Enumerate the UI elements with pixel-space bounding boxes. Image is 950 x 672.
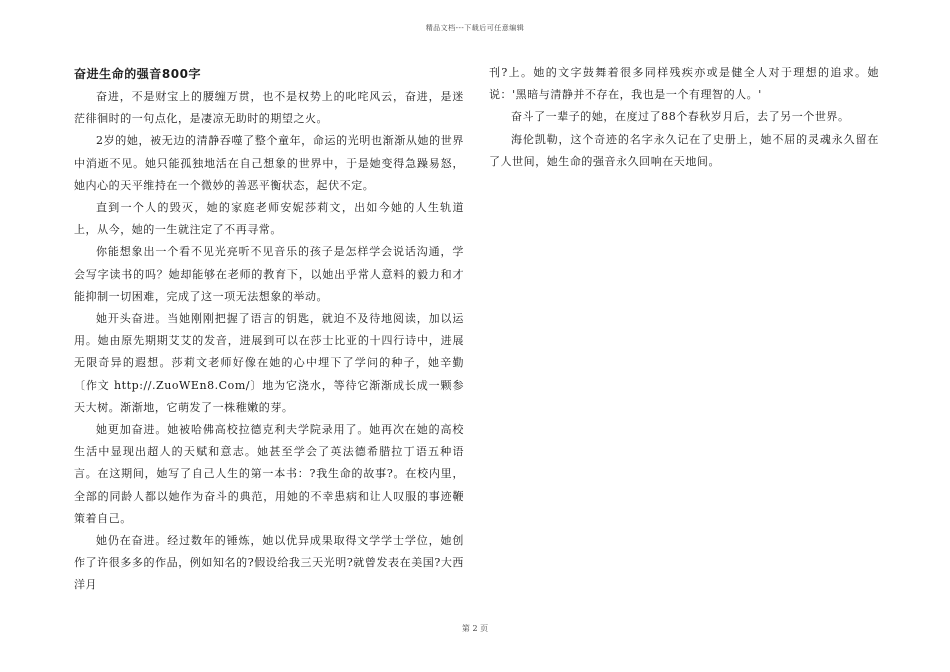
article-title: 奋进生命的强音800字 xyxy=(74,67,202,81)
paragraph: 她开头奋进。当她刚刚把握了语言的钥匙，就迫不及待地阅读，加以运用。她由原先期期艾艾的发音，进展到可以在莎士比亚的十四行诗中，进展无限奇异的遐想。莎莉文老师好像在她的心中埋下了学问的种子，她辛勤〔作文 http://.ZuoWEn8.Com/〕地为它浇水，等待它渐渐成长成一颗参天大树。渐渐地，它萌发了一株稚嫩的芽。 xyxy=(74,312,464,414)
page-header: 精品文档---下载后可任意编辑 xyxy=(425,24,525,32)
paragraph-continued: 刊?上。她的文字鼓舞着很多同样残疾亦或是健全人对于理想的追求。她说：'黑暗与清静并不存在，我也是一个有理智的人。' xyxy=(489,66,879,102)
left-column xyxy=(74,62,464,597)
right-column xyxy=(489,62,879,173)
paragraph: 直到一个人的毁灭，她的家庭老师安妮莎莉文，出如今她的人生轨道上，从今，她的一生就注定了不再寻常。 xyxy=(74,201,464,237)
paragraph: 她更加奋进。她被哈佛高校拉德克利夫学院录用了。她再次在她的高校生活中显现出超人的天赋和意志。她甚至学会了英法德希腊拉丁语五种语言。在这期间，她写了自己人生的第一本书：?我生命的故事?。在校内里，全部的同龄人都以她作为奋斗的典范，用她的不幸患病和让人叹服的事迹鞭策着自己。 xyxy=(74,423,464,525)
paragraph: 奋斗了一辈子的她，在度过了88个春秋岁月后，去了另一个世界。 xyxy=(511,110,850,124)
paragraph: 她仍在奋进。经过数年的锤炼，她以优异成果取得文学学士学位，她创作了许很多多的作品，例如知名的?假设给我三天光明?就曾发表在美国?大西洋月 xyxy=(74,534,464,592)
paragraph: 你能想象出一个看不见光亮听不见音乐的孩子是怎样学会说话沟通，学会写字读书的吗？她却能够在老师的教育下，以她出乎常人意料的毅力和才能抑制一切困难，完成了这一项无法想象的举动。 xyxy=(74,245,464,303)
paragraph: 2岁的她，被无边的清静吞噬了整个童年，命运的光明也渐渐从她的世界中消逝不见。她只能孤独地活在自己想象的世界中，于是她变得急躁易怒，她内心的天平维持在一个微妙的善恶平衡状态，起伏不定。 xyxy=(74,134,464,192)
paragraph: 奋进，不是财宝上的腰缠万贯，也不是权势上的叱咤风云，奋进，是迷茫徘徊时的一句点化，是凄凉无助时的期望之火。 xyxy=(74,90,464,126)
page-number: 第 2 页 xyxy=(461,624,489,633)
paragraph: 海伦凯勒，这个奇迹的名字永久记在了史册上，她不屈的灵魂永久留在了人世间，她生命的强音永久回响在天地间。 xyxy=(489,132,879,168)
